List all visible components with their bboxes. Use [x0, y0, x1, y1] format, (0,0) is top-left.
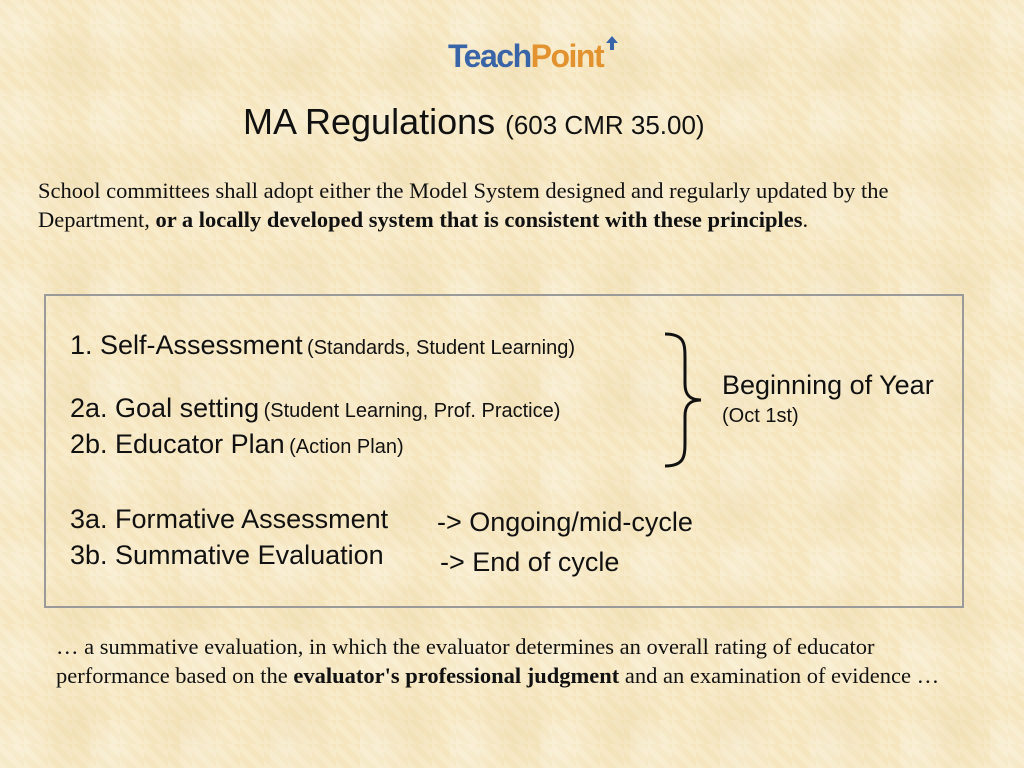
beginning-of-year-date: (Oct 1st) — [722, 405, 799, 427]
step-3a-timing: -> Ongoing/mid-cycle — [437, 507, 693, 537]
step-self-assessment — [70, 330, 575, 361]
step-2a-label: 2a. Goal setting — [70, 393, 260, 423]
title-main: MA Regulations — [243, 101, 496, 142]
intro-end: . — [802, 207, 809, 232]
logo-point-text: Point — [530, 38, 604, 74]
quote-bold: evaluator's professional judgment — [293, 663, 620, 688]
teachpoint-logo — [448, 36, 603, 76]
step-1-detail: (Standards, Student Learning) — [307, 337, 575, 359]
step-1-label: 1. Self-Assessment — [70, 330, 303, 360]
step-goal-setting — [70, 393, 560, 424]
quote-plain: … a summative evaluation, in which the evaluator determines an overall rating of educator performance based on the — [56, 634, 875, 688]
step-2a-detail: (Student Learning, Prof. Practice) — [263, 400, 561, 422]
page-title — [243, 100, 843, 147]
logo-arrow-icon — [606, 36, 618, 50]
title-sub: (603 CMR 35.00) — [505, 110, 705, 140]
step-3a-label: 3a. Formative Assessment — [70, 504, 389, 534]
step-2b-label: 2b. Educator Plan — [70, 429, 285, 459]
right-brace-icon — [655, 330, 707, 470]
logo-teach-text: Teach — [448, 38, 531, 74]
step-3b-label: 3b. Summative Evaluation — [70, 540, 384, 570]
step-3b-timing: -> End of cycle — [440, 547, 620, 577]
quote-end: and an examination of evidence … — [619, 663, 940, 688]
quote-paragraph — [56, 632, 956, 690]
intro-paragraph — [38, 176, 978, 234]
intro-bold: or a locally developed system that is consistent with these principles — [155, 207, 803, 232]
intro-plain: School committees shall adopt either the Model System designed and regularly updated by the Department, — [38, 178, 889, 232]
beginning-of-year-label: Beginning of Year — [722, 370, 934, 400]
step-educator-plan — [70, 429, 404, 460]
step-2b-detail: (Action Plan) — [289, 436, 404, 458]
